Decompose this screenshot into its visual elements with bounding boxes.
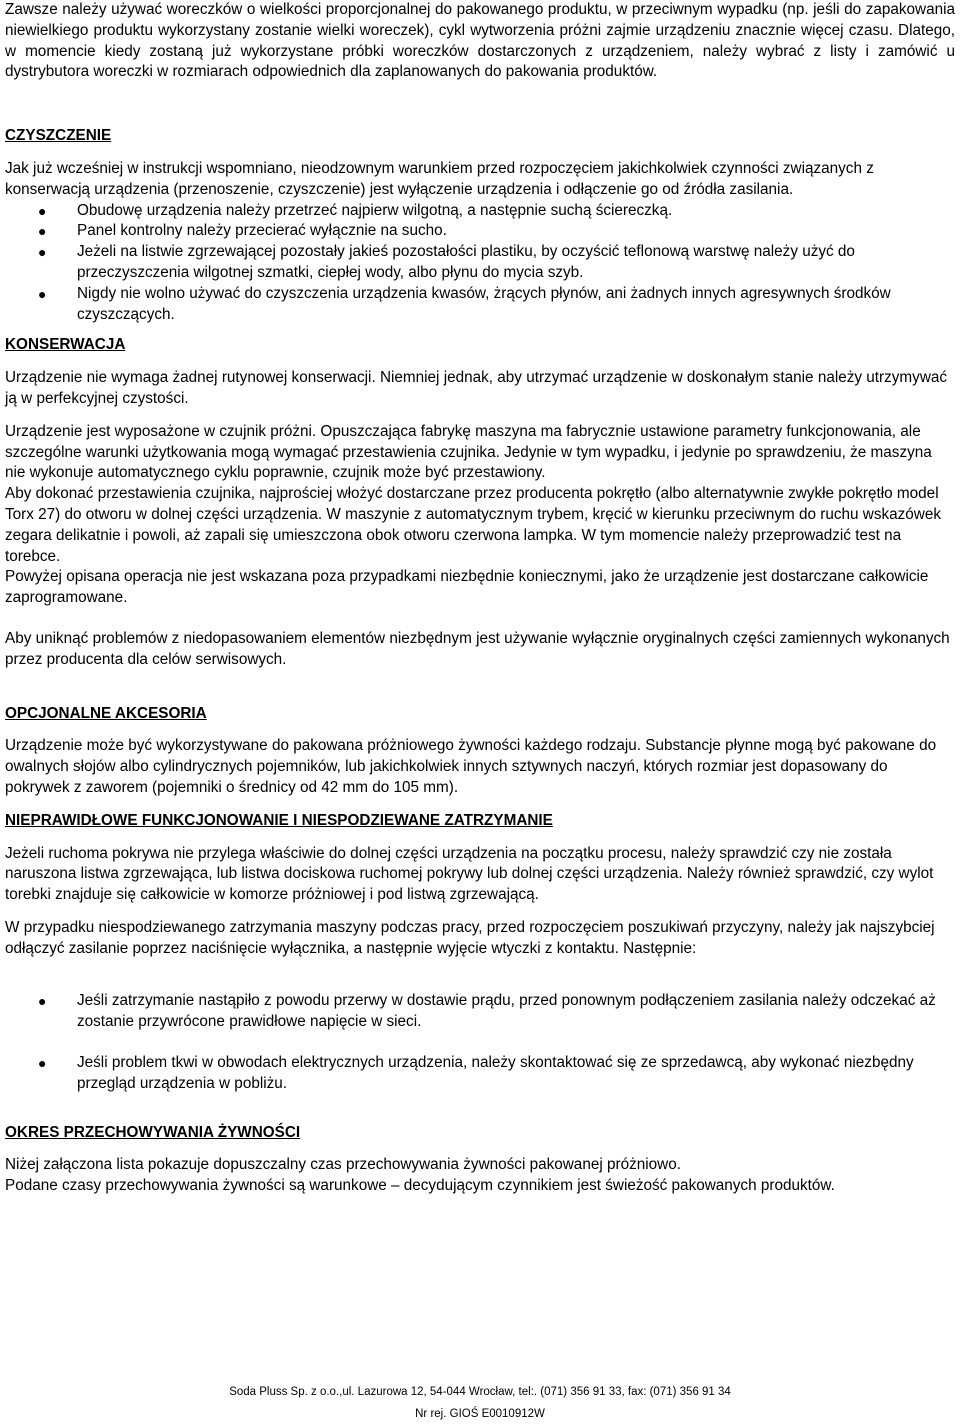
malfunction-paragraph-1: Jeżeli ruchoma pokrywa nie przylega właściwie do dolnej części urządzenia na początku procesu, należy sprawdzić czy nie została naruszona listwa zgrzewająca, lub listwa dociskowa ruchomej pokrywy lub dolnej części urządzenia. Należy również sprawdzić, czy wylot torebki znajduje się całkowicie w komorze próżniowej i pod listwą zgrzewającą. xyxy=(5,844,934,904)
cleaning-paragraph: Jak już wcześniej w instrukcji wspomniano, nieodzownym warunkiem przed rozpoczęciem jakichkolwiek czynności związanych z konserwacją urządzenia (przenoszenie, czyszczenie) jest wyłączenie urządzenia i odłączenie go od źródła zasilania. xyxy=(5,159,874,198)
accessories-paragraph: Urządzenie może być wykorzystywane do pakowana próżniowego żywności każdego rodzaju. Substancje płynne mogą być pakowane do owalnych słojów albo cylindrycznych pojemników, lub jakichkolwiek innych sztywnych naczyń, których rozmiar jest dopasowany do pokrywek z zaworem (pojemniki o średnicy od 42 mm do 105 mm). xyxy=(5,737,937,796)
maintenance-paragraph-2: Urządzenie jest wyposażone w czujnik próżni. Opuszczająca fabrykę maszyna ma fabrycznie ustawione parametry funkcjonowania, ale szczególne warunki użytkowania mogą wymagać przestawienia czujnika. Jedynie w tym wypadku, i jedynie po sprawdzeniu, że maszyna nie wykonuje automatycznego cyklu poprawnie, czujnik może być przestawiony. xyxy=(5,422,932,482)
bullet-icon: ● xyxy=(38,285,47,302)
footer-registration-number: Nr rej. GIOŚ E0010912W xyxy=(415,1408,545,1420)
bullet-icon: ● xyxy=(38,244,47,261)
maintenance-paragraph-4: Powyżej opisana operacja nie jest wskazana poza przypadkami niezbędnie koniecznymi, jako że urządzenie jest dostarczane całkowicie zaprogramowane. xyxy=(5,568,929,607)
intro-paragraph: Zawsze należy używać woreczków o wielkości proporcjonalnej do pakowanego produktu, w przeciwnym wypadku (np. jeśli do zapakowania niewielkiego produktu wykorzystany zostanie wielki woreczek), cykl wytworzenia próżni zajmie urządzeniu znacznie więcej czasu. Dlatego, w momencie kiedy zostaną już wykorzystane próbki woreczków dostarczonych z urządzeniem, należy wybrać z listy i zamówić u dystrybutora woreczki w rozmiarach odpowiednich dla zaplanowanych do pakowania produktów. xyxy=(5,1,955,81)
list-item-text: Panel kontrolny należy przecierać wyłącznie na sucho. xyxy=(77,222,447,240)
list-item-text: Jeżeli na listwie zgrzewającej pozostały jakieś pozostałości plastiku, by oczyścić teflonową warstwę należy użyć do przeczyszczenia wilgotnej szmatki, ciepłej wody, albo płynu do mycia szyb. xyxy=(77,243,855,281)
footer-company-address: Soda Pluss Sp. z o.o.,ul. Lazurowa 12, 54-044 Wrocław, tel:. (071) 356 91 33, fax: (071) 356 91 34 xyxy=(229,1386,731,1398)
storage-paragraph-1: Niżej załączona lista pokazuje dopuszczalny czas przechowywania żywności pakowanej próżniowo. xyxy=(5,1156,681,1174)
list-item xyxy=(5,284,955,326)
page-footer xyxy=(0,1384,960,1422)
malfunction-heading: NIEPRAWIDŁOWE FUNKCJONOWANIE I NIESPODZIEWANE ZATRZYMANIE xyxy=(5,811,553,829)
maintenance-paragraph-1: Urządzenie nie wymaga żadnej rutynowej konserwacji. Niemniej jednak, aby utrzymać urządzenie w doskonałym stanie należy utrzymywać ją w perfekcyjnej czystości. xyxy=(5,369,948,407)
list-item xyxy=(5,242,955,284)
list-item xyxy=(5,991,955,1033)
maintenance-paragraph-3: Aby dokonać przestawienia czujnika, najprościej włożyć dostarczane przez producenta pokrętło (albo alternatywnie zwykłe pokrętło model Torx 27) do otworu w dolnej części urządzenia. W maszynie z automatycznym trybem, kręcić w kierunku przeciwnym do ruchu wskazówek zegara delikatnie i powoli, aż zapali się umieszczona obok otworu czerwona lampka. W tym momencie należy przeprowadzić test na torebce. xyxy=(5,485,942,565)
cleaning-bullet-list xyxy=(5,201,955,326)
list-item xyxy=(5,1053,955,1095)
bullet-icon: ● xyxy=(38,202,47,219)
malfunction-bullet-list xyxy=(5,991,955,1094)
storage-heading: OKRES PRZECHOWYWANIA ŻYWNOŚCI xyxy=(5,1123,301,1141)
maintenance-paragraph-5: Aby uniknąć problemów z niedopasowaniem elementów niezbędnym jest używanie wyłącznie oryginalnych części zamiennych wykonanych przez producenta dla celów serwisowych. xyxy=(5,629,950,668)
list-item-text: Obudowę urządzenia należy przetrzeć najpierw wilgotną, a następnie suchą ściereczką. xyxy=(77,201,673,219)
maintenance-heading: KONSERWACJA xyxy=(5,336,126,354)
document-page xyxy=(5,0,955,1197)
malfunction-paragraph-2: W przypadku niespodziewanego zatrzymania maszyny podczas pracy, przed rozpoczęciem poszukiwań przyczyny, należy jak najszybciej odłączyć zasilanie poprzez naciśnięcie wyłącznika, a następnie wyjęcie wtyczki z kontaktu. Następnie: xyxy=(5,918,935,957)
bullet-icon: ● xyxy=(38,993,47,1010)
cleaning-heading: CZYSZCZENIE xyxy=(5,127,112,145)
list-item xyxy=(5,221,955,242)
list-item-text: Jeśli problem tkwi w obwodach elektrycznych urządzenia, należy skontaktować się ze sprzedawcą, aby wykonać niezbędny przegląd urządzenia w pobliżu. xyxy=(77,1054,914,1092)
accessories-heading: OPCJONALNE AKCESORIA xyxy=(5,704,207,722)
list-item-text: Nigdy nie wolno używać do czyszczenia urządzenia kwasów, żrących płynów, ani żadnych innych agresywnych środków czyszczących. xyxy=(77,284,891,323)
list-item-text: Jeśli zatrzymanie nastąpiło z powodu przerwy w dostawie prądu, przed ponownym podłączeniem zasilania należy odczekać aż zostanie przywrócone prawidłowe napięcie w sieci. xyxy=(77,992,936,1031)
list-item xyxy=(5,201,955,222)
storage-paragraph-2: Podane czasy przechowywania żywności są warunkowe – decydującym czynnikiem jest świeżość pakowanych produktów. xyxy=(5,1177,835,1195)
bullet-icon: ● xyxy=(38,1055,47,1072)
bullet-icon: ● xyxy=(38,223,47,240)
